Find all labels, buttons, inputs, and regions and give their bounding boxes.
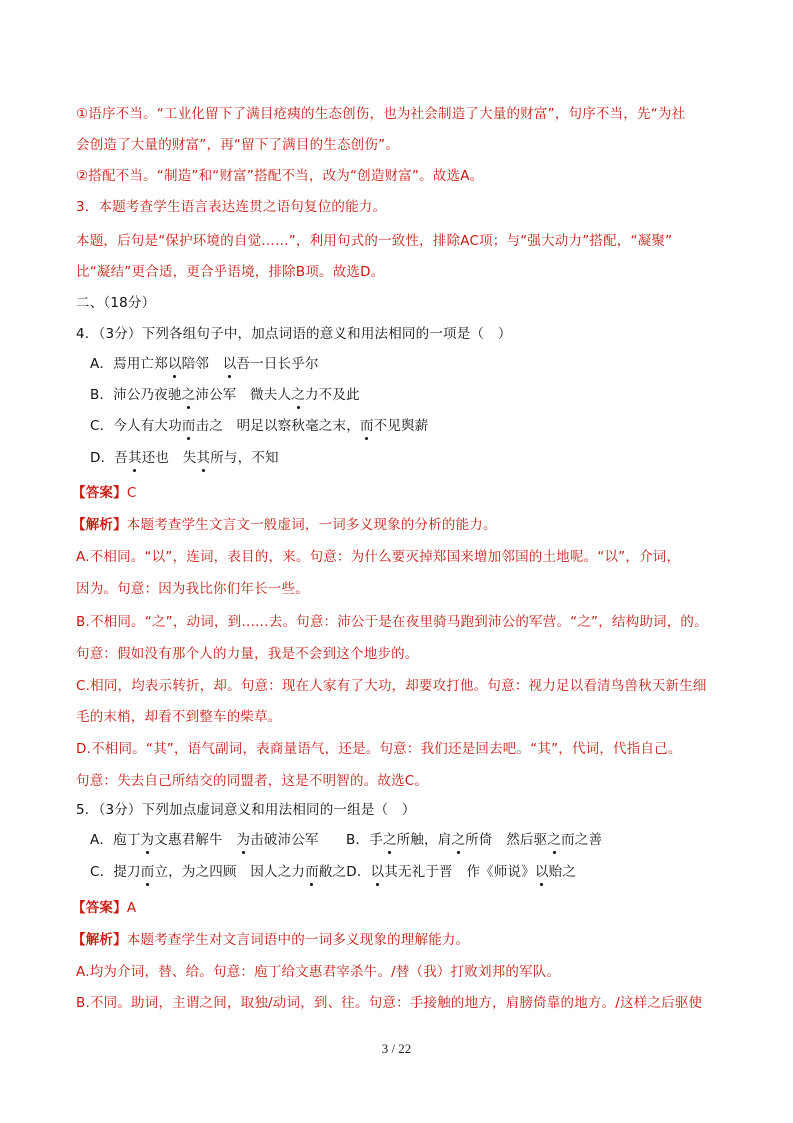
analysis-line: 因为。句意：因为我比你们年长一些。 [76,581,309,597]
text-line: 3．本题考查学生语言表达连贯之语句复位的能力。 [76,199,387,215]
question-4-stem: 4．（3分）下列各组句子中，加点词语的意义和用法相同的一项是（ ） [76,326,512,342]
text-line: ②搭配不当。“制造”和“财富”搭配不当，改为“创造财富”。故选A。 [76,168,484,184]
analysis-line: D.不相同。“其”，语气副词，表商量语气，还是。句意：我们还是回去吧。“其”，代词，代指自己。 [76,741,682,757]
analysis-line: B.不同。助词，主谓之间，取独/动词，到、往。句意：手接触的地方，肩膀倚靠的地方。/这样之后驱使 [76,995,703,1011]
question-5-options-row-1: A．庖丁为文惠君解牛 为击破沛公军 B．手之所触，肩之所倚 然后驱之而之善 [90,832,603,848]
analysis-line: A.不相同。“以”，连词，表目的，来。句意：为什么要灭掉郑国来增加邻国的土地呢。“以”，介词， [76,549,681,565]
page-number: 3 / 22 [381,1041,412,1056]
text-line: 本题，后句是“保护环境的自觉……”，利用句式的一致性，排除AC项；与“强大动力”搭配，“凝聚” [76,233,673,249]
section-heading: 二、（18分） [76,295,156,311]
question-5-analysis-header: 【解析】本题考查学生对文言词语中的一词多义现象的理解能力。 [72,932,470,948]
question-4-option-b: B．沛公乃夜驰之沛公军 微夫人之力不及此 [90,387,360,403]
question-4-option-a: A．焉用亡郑以陪邻 以吾一日长乎尔 [90,356,319,372]
text-line: 比“凝结”更合适，更合乎语境，排除B项。故选D。 [76,264,385,280]
text-line: 会创造了大量的财富”，再“留下了满目的生态创伤”。 [76,137,399,153]
question-4-option-d: D．吾其还也 失其所与，不知 [90,450,279,466]
analysis-line: 毛的末梢，却看不到整车的柴草。 [76,709,282,725]
analysis-line: A.均为介词，替、给。句意：庖丁给文惠君宰杀牛。/替（我）打败刘邦的军队。 [76,964,561,980]
question-5-options-row-2: C．提刀而立，为之四顾 因人之力而敝之D．以其无礼于晋 作《师说》以贻之 [90,864,577,880]
question-5-answer: 【答案】A [72,900,137,916]
question-4-analysis-header: 【解析】本题考查学生文言文一般虚词，一词多义现象的分析的能力。 [72,517,497,533]
analysis-line: 句意：假如没有那个人的力量，我是不会到这个地步的。 [76,646,419,662]
analysis-line: C.相同，均表示转折，却。句意：现在人家有了大功，却要攻打他。句意：视力足以看清鸟兽秋天新生细 [76,678,707,694]
analysis-line: 句意：失去自己所结交的同盟者，这是不明智的。故选C。 [76,773,429,789]
question-4-answer: 【答案】C [72,485,137,501]
analysis-line: B.不相同。“之”，动词，到……去。句意：沛公于是在夜里骑马跑到沛公的军营。“之”，结构助词，的。 [76,614,708,630]
text-line: ①语序不当。“工业化留下了满目疮痍的生态创伤，也为社会制造了大量的财富”，句序不当，先“为社 [76,106,686,122]
question-5-stem: 5．（3分）下列加点虚词意义和用法相同的一组是（ ） [76,802,416,818]
question-4-option-c: C．今人有大功而击之 明足以察秋毫之末，而不见舆薪 [90,418,429,434]
